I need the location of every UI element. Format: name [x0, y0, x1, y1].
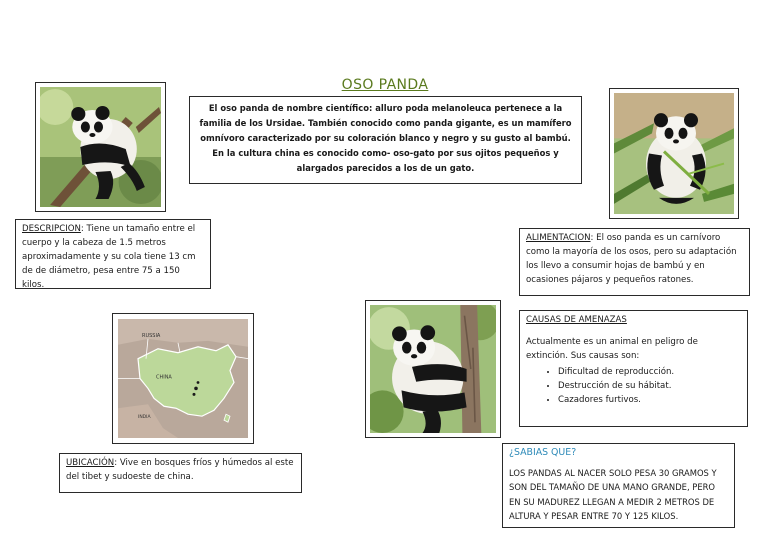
sabias-heading: ¿SABIAS QUE? — [509, 447, 577, 458]
descripcion-text: : Tiene un tamaño entre el cuerpo y la cabeza de 1.5 metros aproximadamente y su cola tiene 13 cm de de diámetro, pesa entre 75 a 150 kilos. — [22, 224, 196, 290]
causas-list — [526, 365, 741, 407]
alimentacion-box — [519, 228, 750, 296]
alimentacion-heading: ALIMENTACION — [526, 233, 591, 243]
panda-tree-photo — [365, 300, 501, 438]
causas-heading: CAUSAS DE AMENAZAS — [526, 315, 627, 325]
panda-branch-image — [40, 87, 161, 207]
page-title: OSO PANDA — [341, 77, 429, 93]
causas-text: Actualmente es un animal en peligro de extinción. Sus causas son: — [526, 337, 698, 361]
panda-bamboo-photo — [609, 88, 739, 219]
descripcion-box — [15, 219, 211, 289]
sabias-box — [502, 443, 735, 528]
map-label-india: INDIA — [138, 415, 151, 421]
ubicacion-box — [59, 453, 302, 493]
panda-branch-photo — [35, 82, 166, 212]
panda-bamboo-image — [614, 93, 734, 214]
map-label-russia: RUSSIA — [142, 332, 161, 339]
causas-box — [519, 310, 748, 427]
china-map-photo — [112, 313, 254, 444]
panda-tree-image — [370, 305, 496, 433]
causas-item: • Dificultad de reproducción. — [558, 365, 741, 379]
intro-box — [189, 96, 582, 184]
china-map-image — [118, 319, 248, 438]
ubicacion-heading: UBICACIÓN — [66, 458, 115, 468]
map-label-china: CHINA — [156, 374, 172, 381]
intro-text: El oso panda de nombre científico: alluro poda melanoleuca pertenece a la familia de los Ursidae. También conocido como panda gigante, es un mamífero omnívoro caracterizado por su coloración blanco y negro y su gusto al bambú. En la cultura china es conocido como- oso-gato por sus ojitos pequeños y alargados parecidos a los de un gato. — [199, 103, 572, 173]
causas-item: • Cazadores furtivos. — [558, 393, 741, 407]
causas-item: • Destrucción de su hábitat. — [558, 379, 741, 393]
sabias-text: LOS PANDAS AL NACER SOLO PESA 30 GRAMOS Y SON DEL TAMAÑO DE UNA MANO GRANDE, PERO EN SU MADUREZ LLEGAN A MEDIR 2 METROS DE ALTURA Y PESAR ENTRE 70 Y 125 KILOS. — [509, 468, 717, 522]
ubicacion-text: : Vive en bosques fríos y húmedos al este del tibet y sudoeste de china. — [66, 458, 294, 482]
descripcion-heading: DESCRIPCION — [22, 224, 81, 234]
alimentacion-text: : El oso panda es un carnívoro como la mayoría de los osos, pero su adaptación los llevo a consumir hojas de bambú y en ocasiones pájaros y pequeños ratones. — [526, 233, 737, 285]
